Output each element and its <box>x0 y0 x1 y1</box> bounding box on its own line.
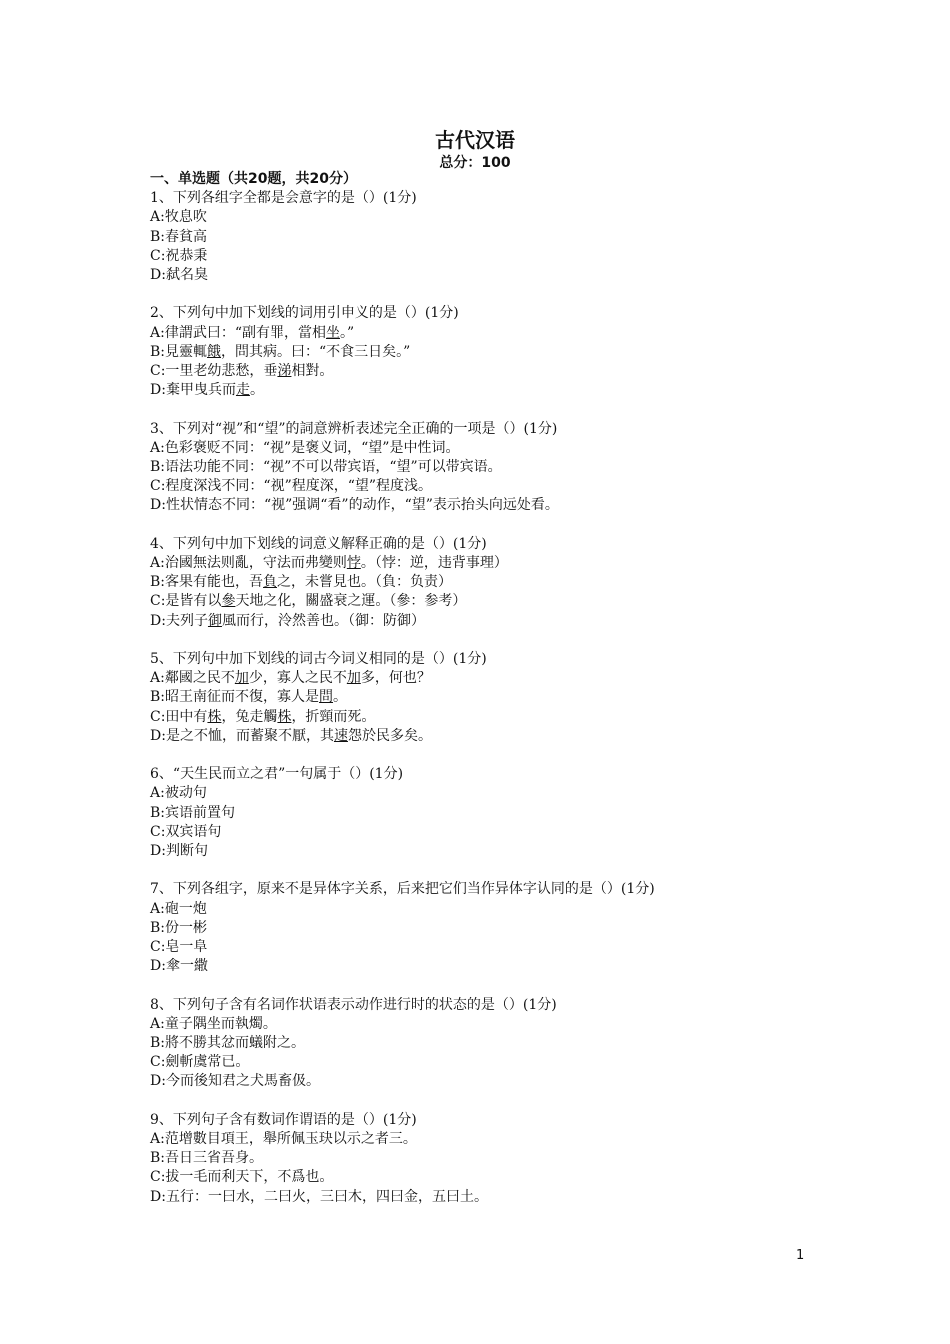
text-segment: C:祝恭秉 <box>150 247 208 264</box>
underlined-word: 走 <box>235 382 250 399</box>
question-stem <box>150 880 870 899</box>
text-segment: 8、下列句子含有名词作状语表示动作进行时的状态的是（）(1分) <box>150 996 557 1013</box>
question-8 <box>150 996 870 1092</box>
text-segment: A:鄰國之民不 <box>150 670 235 687</box>
text-segment: 3、下列对“视”和“望”的詞意辨析表述完全正确的一项是（）(1分) <box>150 420 558 437</box>
option-d <box>150 381 870 400</box>
option-b <box>150 1034 870 1053</box>
text-segment: 6、“天生民而立之君”一句属于（）(1分) <box>150 766 404 783</box>
underlined-word: 涕 <box>277 363 292 380</box>
text-segment: D:五行：一曰水，二曰火，三曰木，四曰金，五曰土。 <box>150 1188 488 1205</box>
question-list <box>150 170 870 1226</box>
option-d <box>150 957 870 976</box>
text-segment: ，問其病。曰：“不食三日矣。” <box>221 343 411 360</box>
option-c <box>150 1168 870 1187</box>
option-d <box>150 1072 870 1091</box>
underlined-word: 加 <box>346 670 361 687</box>
text-segment: C:劍斬虞常已。 <box>150 1054 250 1071</box>
question-2 <box>150 304 870 400</box>
option-a <box>150 324 870 343</box>
option-a <box>150 208 870 227</box>
text-segment: 。” <box>339 324 355 341</box>
option-b <box>150 688 870 707</box>
question-1 <box>150 189 870 285</box>
text-segment: A:被动句 <box>150 785 207 802</box>
option-d <box>150 496 870 515</box>
text-segment: B:语法功能不同：“视”不可以带宾语，“望”可以带宾语。 <box>150 459 502 476</box>
underlined-word: 加 <box>234 670 249 687</box>
text-segment: 4、下列句中加下划线的词意义解释正确的是（）(1分) <box>150 535 487 552</box>
text-segment: 7、下列各组字，原来不是异体字关系，后来把它们当作异体字认同的是（）(1分) <box>150 881 655 898</box>
text-segment: 怨於民多矣。 <box>347 727 432 744</box>
text-segment: ，兔走觸 <box>221 708 278 725</box>
option-d <box>150 612 870 631</box>
question-stem <box>150 1111 870 1130</box>
text-segment: A:律謂武曰：“副有罪，當相 <box>150 324 326 341</box>
question-6 <box>150 765 870 861</box>
text-segment: A:童子隅坐而執燭。 <box>150 1015 277 1032</box>
option-a <box>150 554 870 573</box>
text-segment: A:治國無法则亂，守法而弗變则 <box>150 555 347 572</box>
text-segment: C:程度深浅不同：“视”程度深，“望”程度浅。 <box>150 478 433 495</box>
question-7 <box>150 880 870 976</box>
text-segment: C:皂一阜 <box>150 939 208 956</box>
text-segment: D:今而後知君之犬馬畜伋。 <box>150 1073 320 1090</box>
text-segment: 。 <box>333 689 348 706</box>
text-segment: D:性状情态不同：“视”强调“看”的动作，“望”表示抬头向远处看。 <box>150 497 559 514</box>
text-segment: C:是皆有以 <box>150 593 222 610</box>
underlined-word: 餓 <box>207 343 222 360</box>
text-segment: 。（悖：逆，违背事理） <box>360 555 508 572</box>
text-segment: D:傘一繖 <box>150 958 208 975</box>
text-segment: A:色彩褒贬不同：“视”是褒义词，“望”是中性词。 <box>150 439 460 456</box>
option-b <box>150 919 870 938</box>
text-segment: D:是之不恤，而蓄聚不厭，其 <box>150 727 334 744</box>
text-segment: B:將不勝其忿而蟻附之。 <box>150 1035 306 1052</box>
option-c <box>150 938 870 957</box>
text-segment: 風而行，泠然善也。（御：防御） <box>221 612 425 629</box>
text-segment: C:拔一毛而利天下，不爲也。 <box>150 1169 334 1186</box>
text-segment: D:判断句 <box>150 843 208 860</box>
text-segment: 5、下列句中加下划线的词古今词义相同的是（）(1分) <box>150 651 487 668</box>
underlined-word: 速 <box>333 727 348 744</box>
text-segment: D:弑名臭 <box>150 267 208 284</box>
text-segment: 9、下列句子含有数词作谓语的是（）(1分) <box>150 1111 417 1128</box>
option-c <box>150 592 870 611</box>
option-c <box>150 477 870 496</box>
question-stem <box>150 765 870 784</box>
option-d <box>150 266 870 285</box>
question-stem <box>150 189 870 208</box>
document-title: 古代汉语 <box>435 128 515 152</box>
text-segment: A:砲一炮 <box>150 900 207 917</box>
question-stem <box>150 996 870 1015</box>
text-segment: D:棄甲曳兵而 <box>150 382 236 399</box>
text-segment: C:一里老幼悲愁，垂 <box>150 363 278 380</box>
underlined-word: 悖 <box>346 555 361 572</box>
text-segment: C:双宾语句 <box>150 823 222 840</box>
question-3 <box>150 420 870 516</box>
total-score: 总分：100 <box>439 155 511 171</box>
text-segment: B:見靈輒 <box>150 343 208 360</box>
text-segment: 多，何也？ <box>360 670 431 687</box>
text-segment: 1、下列各组字全都是会意字的是（）(1分) <box>150 190 417 207</box>
option-a <box>150 669 870 688</box>
option-d <box>150 842 870 861</box>
option-a <box>150 784 870 803</box>
question-5 <box>150 650 870 746</box>
text-segment: 之，未嘗見也。（負：负责） <box>277 574 453 591</box>
text-segment: 天地之化，關盛衰之運。（參：参考） <box>235 593 467 610</box>
option-d <box>150 727 870 746</box>
question-9 <box>150 1111 870 1207</box>
underlined-word: 負 <box>263 574 278 591</box>
text-segment: A:牧息吹 <box>150 209 207 226</box>
text-segment: B:宾语前置句 <box>150 804 236 821</box>
underlined-word: 株 <box>207 708 222 725</box>
text-segment: B:份一彬 <box>150 919 208 936</box>
option-a <box>150 1130 870 1149</box>
text-segment: 。 <box>249 382 264 399</box>
option-b <box>150 1149 870 1168</box>
option-c <box>150 708 870 727</box>
text-segment: ，折頸而死。 <box>291 708 376 725</box>
option-b <box>150 804 870 823</box>
option-c <box>150 823 870 842</box>
option-b <box>150 573 870 592</box>
text-segment: 相對。 <box>291 363 334 380</box>
option-d <box>150 1188 870 1207</box>
option-a <box>150 1015 870 1034</box>
option-a <box>150 900 870 919</box>
text-segment: D:夫列子 <box>150 612 208 629</box>
option-b <box>150 228 870 247</box>
option-a <box>150 439 870 458</box>
text-segment: B:吾日三省吾身。 <box>150 1150 264 1167</box>
text-segment: B:客果有能也，吾 <box>150 574 264 591</box>
question-stem <box>150 535 870 554</box>
option-b <box>150 343 870 362</box>
questions-container <box>150 189 870 1207</box>
section-heading: 一、单选题（共20题，共20分） <box>150 171 357 187</box>
underlined-word: 問 <box>319 689 334 706</box>
option-c <box>150 362 870 381</box>
question-stem <box>150 420 870 439</box>
option-c <box>150 247 870 266</box>
page-number: 1 <box>796 1248 805 1263</box>
text-segment: B:昭王南征而不復，寡人是 <box>150 689 320 706</box>
text-segment: 2、下列句中加下划线的词用引申义的是（）(1分) <box>150 305 459 322</box>
question-stem <box>150 650 870 669</box>
underlined-word: 參 <box>221 593 236 610</box>
text-segment: C:田中有 <box>150 708 208 725</box>
text-segment: B:春貧高 <box>150 228 208 245</box>
question-stem <box>150 304 870 323</box>
question-4 <box>150 535 870 631</box>
underlined-word: 坐 <box>325 324 340 341</box>
underlined-word: 株 <box>277 708 292 725</box>
text-segment: 少，寡人之民不 <box>248 670 347 687</box>
underlined-word: 御 <box>207 612 222 629</box>
option-c <box>150 1053 870 1072</box>
option-b <box>150 458 870 477</box>
text-segment: A:范增數目項王，舉所佩玉玦以示之者三。 <box>150 1131 417 1148</box>
